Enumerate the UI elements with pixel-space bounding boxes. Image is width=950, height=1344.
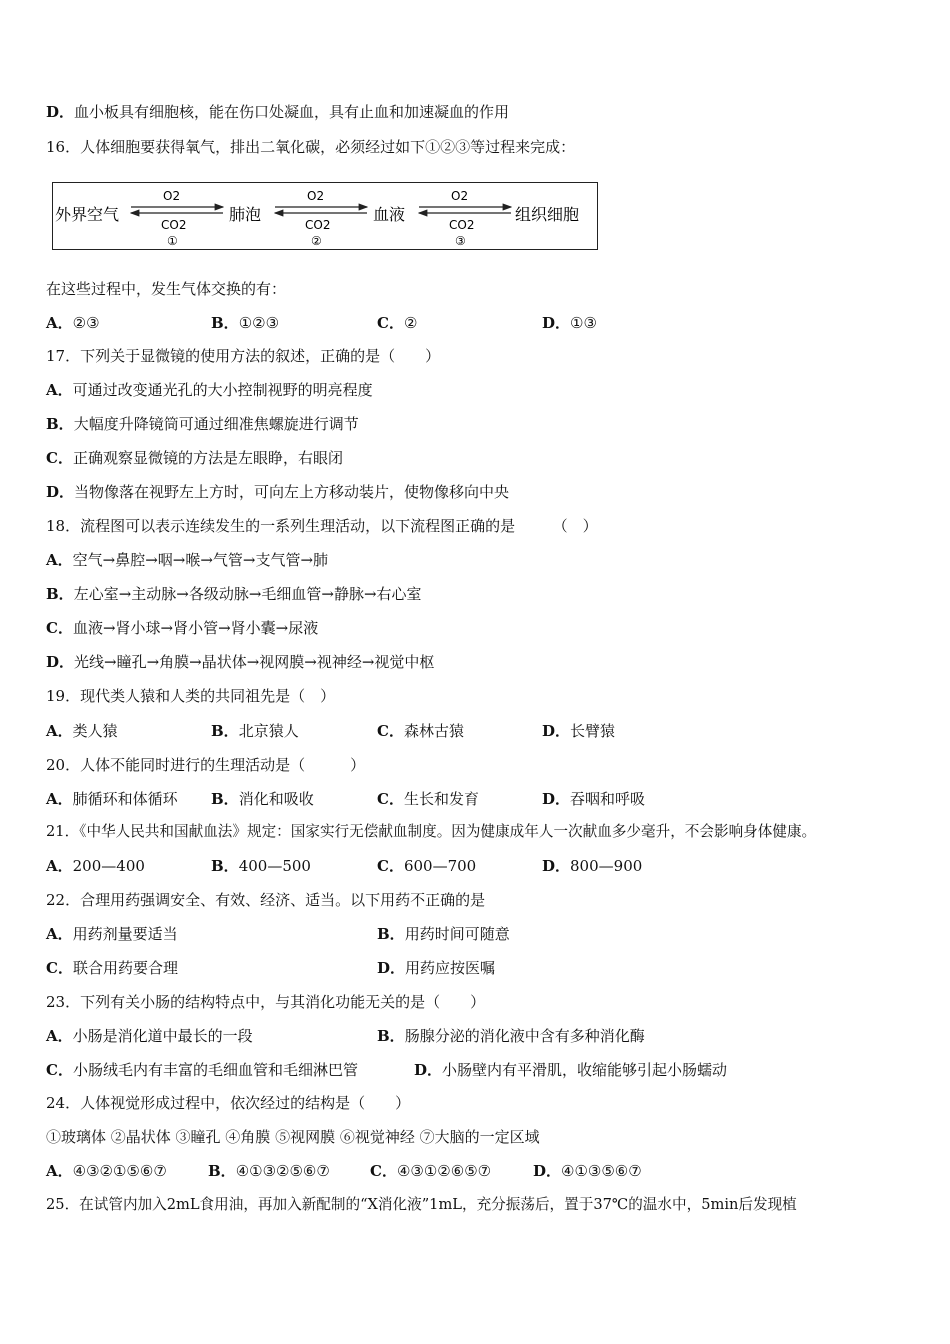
q24-structure-list: ①玻璃体 ②晶状体 ③瞳孔 ④角膜 ⑤视网膜 ⑥视觉神经 ⑦大脑的一定区域 <box>46 1128 540 1146</box>
q24-option-d[interactable]: D．④①③⑤⑥⑦ <box>533 1162 642 1180</box>
q18-option-b[interactable]: B．左心室→主动脉→各级动脉→毛细血管→静脉→右心室 <box>46 585 422 603</box>
q23-option-d[interactable]: D．小肠壁内有平滑肌，收缩能够引起小肠蠕动 <box>414 1061 728 1079</box>
q17-option-b[interactable]: B．大幅度升降镜筒可通过细准焦螺旋进行调节 <box>46 415 359 433</box>
o2-label-3: O2 <box>451 189 469 203</box>
q21-option-b[interactable]: B．400—500 <box>211 857 311 875</box>
q20-option-b[interactable]: B．消化和吸收 <box>211 790 314 808</box>
q24-option-a[interactable]: A．④③②①⑤⑥⑦ <box>46 1162 167 1180</box>
q20-option-d[interactable]: D．吞咽和呼吸 <box>542 790 646 808</box>
q18-option-c[interactable]: C．血液→肾小球→肾小管→肾小囊→尿液 <box>46 619 319 637</box>
q16-stem: 16．人体细胞要获得氧气，排出二氧化碳，必须经过如下①②③等过程来完成： <box>46 138 576 156</box>
step-number-1: ① <box>167 234 178 248</box>
node-alveoli: 肺泡 <box>229 205 262 224</box>
q16-option-a[interactable]: A．②③ <box>46 314 100 332</box>
q22-option-c[interactable]: C．联合用药要合理 <box>46 959 178 977</box>
q16-question: 在这些过程中，发生气体交换的有： <box>46 280 287 298</box>
co2-label-3: CO2 <box>449 218 475 232</box>
q15-option-d: D．血小板具有细胞核，能在伤口处凝血，具有止血和加速凝血的作用 <box>46 103 510 121</box>
q17-stem: 17．下列关于显微镜的使用方法的叙述，正确的是（ ） <box>46 347 441 365</box>
q24-option-b[interactable]: B．④①③②⑤⑥⑦ <box>208 1162 330 1180</box>
q19-option-d[interactable]: D．长臂猿 <box>542 722 616 740</box>
q21-stem: 21．《中华人民共和国献血法》规定：国家实行无偿献血制度。因为健康成年人一次献血多少毫升，不会影响身体健康。 <box>46 823 817 840</box>
exchange-step-3 <box>419 189 511 248</box>
q22-stem: 22．合理用药强调安全、有效、经济、适当。以下用药不正确的是 <box>46 891 486 909</box>
node-tissue-cells: 组织细胞 <box>515 205 580 224</box>
gas-exchange-diagram <box>52 182 598 250</box>
q22-option-d[interactable]: D．用药应按医嘱 <box>377 959 496 977</box>
step-number-3: ③ <box>455 234 466 248</box>
q17-option-c[interactable]: C．正确观察显微镜的方法是左眼睁，右眼闭 <box>46 449 343 467</box>
q20-stem: 20．人体不能同时进行的生理活动是（ ） <box>46 756 366 774</box>
o2-label-1: O2 <box>163 189 181 203</box>
q18-stem: 18．流程图可以表示连续发生的一系列生理活动，以下流程图正确的是 （ ） <box>46 517 598 535</box>
q22-option-b[interactable]: B．用药时间可随意 <box>377 925 510 943</box>
q17-option-d[interactable]: D．当物像落在视野左上方时，可向左上方移动装片，使物像移向中央 <box>46 483 510 501</box>
q21-option-c[interactable]: C．600—700 <box>377 857 477 875</box>
q19-option-c[interactable]: C．森林古猿 <box>377 722 464 740</box>
q16-option-b[interactable]: B．①②③ <box>211 314 280 332</box>
q23-stem: 23．下列有关小肠的结构特点中，与其消化功能无关的是（ ） <box>46 993 486 1011</box>
q18-option-a[interactable]: A．空气→鼻腔→咽→喉→气管→支气管→肺 <box>46 551 329 569</box>
co2-label-2: CO2 <box>305 218 331 232</box>
q18-option-d[interactable]: D．光线→瞳孔→角膜→晶状体→视网膜→视神经→视觉中枢 <box>46 653 435 671</box>
q19-option-a[interactable]: A．类人猿 <box>46 722 118 740</box>
q19-option-b[interactable]: B．北京猿人 <box>211 722 299 740</box>
q19-stem: 19．现代类人猿和人类的共同祖先是（ ） <box>46 687 336 705</box>
q17-option-a[interactable]: A．可通过改变通光孔的大小控制视野的明亮程度 <box>46 381 373 399</box>
o2-label-2: O2 <box>307 189 325 203</box>
q23-option-a[interactable]: A．小肠是消化道中最长的一段 <box>46 1027 253 1045</box>
q25-stem: 25．在试管内加入2mL食用油，再加入新配制的“X消化液”1mL，充分振荡后，置于37℃的温水中，5min后发现植 <box>46 1196 797 1213</box>
q23-option-b[interactable]: B．肠腺分泌的消化液中含有多种消化酶 <box>377 1027 645 1045</box>
q16-option-c[interactable]: C．② <box>377 314 418 332</box>
node-blood: 血液 <box>373 205 406 224</box>
q16-option-d[interactable]: D．①③ <box>542 314 597 332</box>
q20-option-a[interactable]: A．肺循环和体循环 <box>46 790 178 808</box>
node-outside-air: 外界空气 <box>55 205 120 224</box>
q23-option-c[interactable]: C．小肠绒毛内有丰富的毛细血管和毛细淋巴管 <box>46 1061 358 1079</box>
q21-option-a[interactable]: A．200—400 <box>46 857 145 875</box>
gas-exchange-diagram-svg <box>53 183 599 251</box>
q24-option-c[interactable]: C．④③①②⑥⑤⑦ <box>370 1162 492 1180</box>
q20-option-c[interactable]: C．生长和发育 <box>377 790 479 808</box>
exchange-step-1 <box>131 189 223 248</box>
co2-label-1: CO2 <box>161 218 187 232</box>
q24-stem: 24．人体视觉形成过程中，依次经过的结构是（ ） <box>46 1094 411 1112</box>
exchange-step-2 <box>275 189 367 248</box>
q22-option-a[interactable]: A．用药剂量要适当 <box>46 925 178 943</box>
q21-option-d[interactable]: D．800—900 <box>542 857 643 875</box>
step-number-2: ② <box>311 234 322 248</box>
